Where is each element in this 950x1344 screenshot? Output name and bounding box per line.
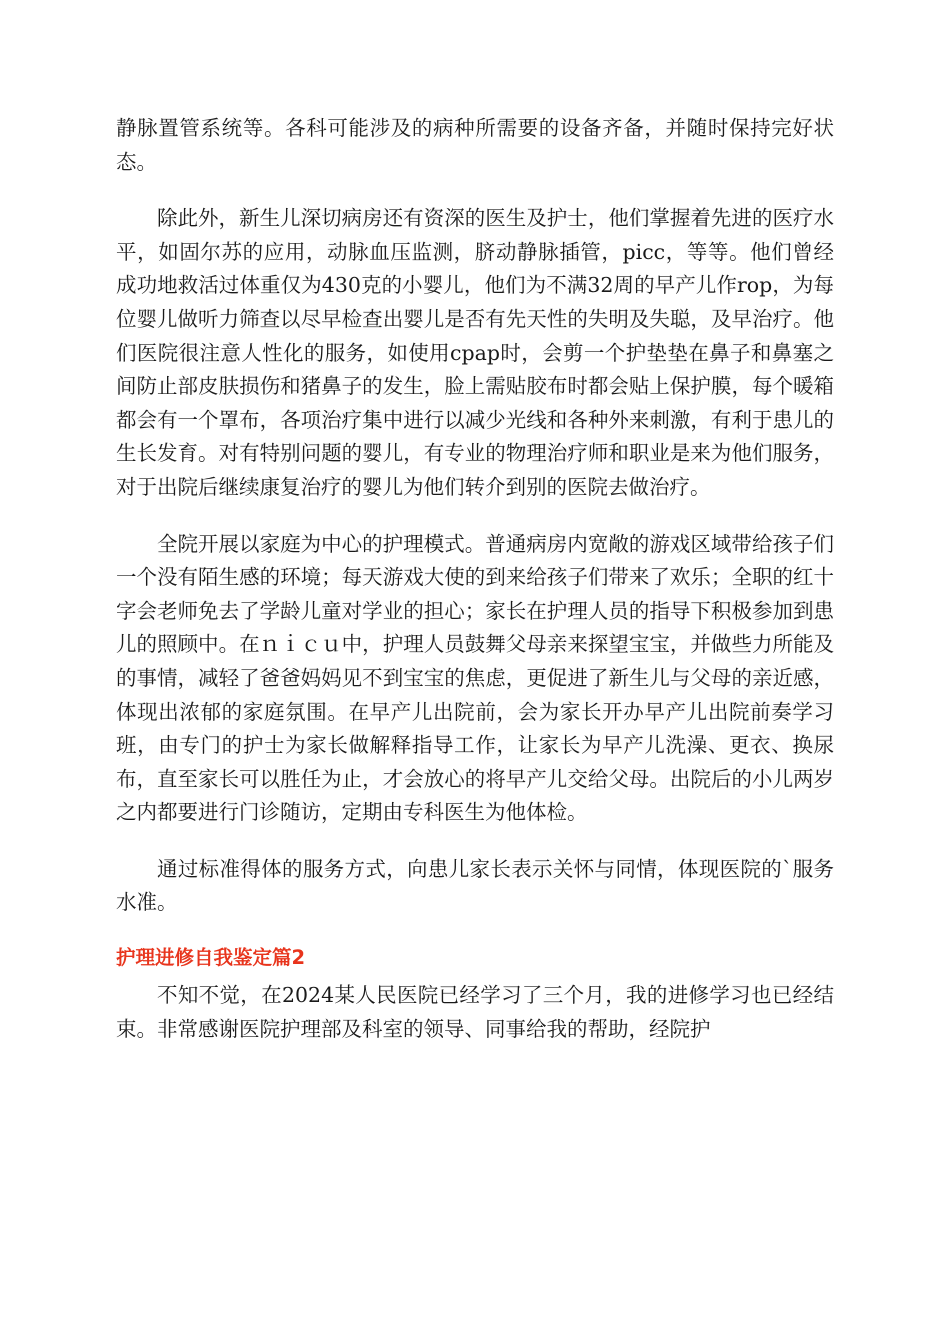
paragraph-service: 通过标准得体的服务方式，向患儿家长表示关怀与同情，体现医院的`服务水准。 bbox=[116, 856, 834, 915]
paragraph-continuation: 静脉置管系统等。各科可能涉及的病种所需要的设备齐备，并随时保持完好状态。 bbox=[116, 116, 834, 174]
paragraph-family-care: 全院开展以家庭为中心的护理模式。普通病房内宽敞的游戏区域带给孩子们一个没有陌生感的环境；每天游戏大使的到来给孩子们带来了欢乐；全职的红十字会老师免去了学龄儿童对学业的担心；家长在护理人员的指导下积极参加到患儿的照顾中。在ｎｉｃｕ中，护理人员鼓舞父母亲来探望宝宝，并做些力所能及的事情，减轻了爸爸妈妈见不到宝宝的焦虑，更促进了新生儿与父母的亲近感，体现出浓郁的家庭氛围。在早产儿出院前，会为家长开办早产儿出院前奏学习班，由专门的护士为家长做解释指导工作，让家长为早产儿洗澡、更衣、换尿布，直至家长可以胜任为止，才会放心的将早产儿交给父母。出院后的小儿两岁之内都要进行门诊随访，定期由专科医生为他体检。 bbox=[116, 531, 834, 825]
paragraph-section-intro: 不知不觉，在2024某人民医院已经学习了三个月，我的进修学习也已经结束。非常感谢医院护理部及科室的领导、同事给我的帮助，经院护 bbox=[116, 983, 834, 1041]
section-heading: 护理进修自我鉴定篇2 bbox=[116, 946, 306, 970]
document-page bbox=[116, 112, 834, 1069]
paragraph-nicu-staff: 除此外，新生儿深切病房还有资深的医生及护士，他们掌握着先进的医疗水平，如固尔苏的应用，动脉血压监测，脐动静脉插管，picc，等等。他们曾经成功地救活过体重仅为430克的小婴儿，他们为不满32周的早产儿作rop，为每位婴儿做听力筛查以尽早检查出婴儿是否有先天性的失明及失聪，及早治疗。他们医院很注意人性化的服务，如使用cpap时，会剪一个护垫垫在鼻子和鼻塞之间防止部皮肤损伤和猪鼻子的发生，脸上需贴胶布时都会贴上保护膜，每个暖箱都会有一个罩布，各项治疗集中进行以减少光线和各种外来刺激，有利于患儿的生长发育。对有特别问题的婴儿，有专业的物理治疗师和职业是来为他们服务，对于出院后继续康复治疗的婴儿为他们转介到别的医院去做治疗。 bbox=[116, 206, 834, 499]
